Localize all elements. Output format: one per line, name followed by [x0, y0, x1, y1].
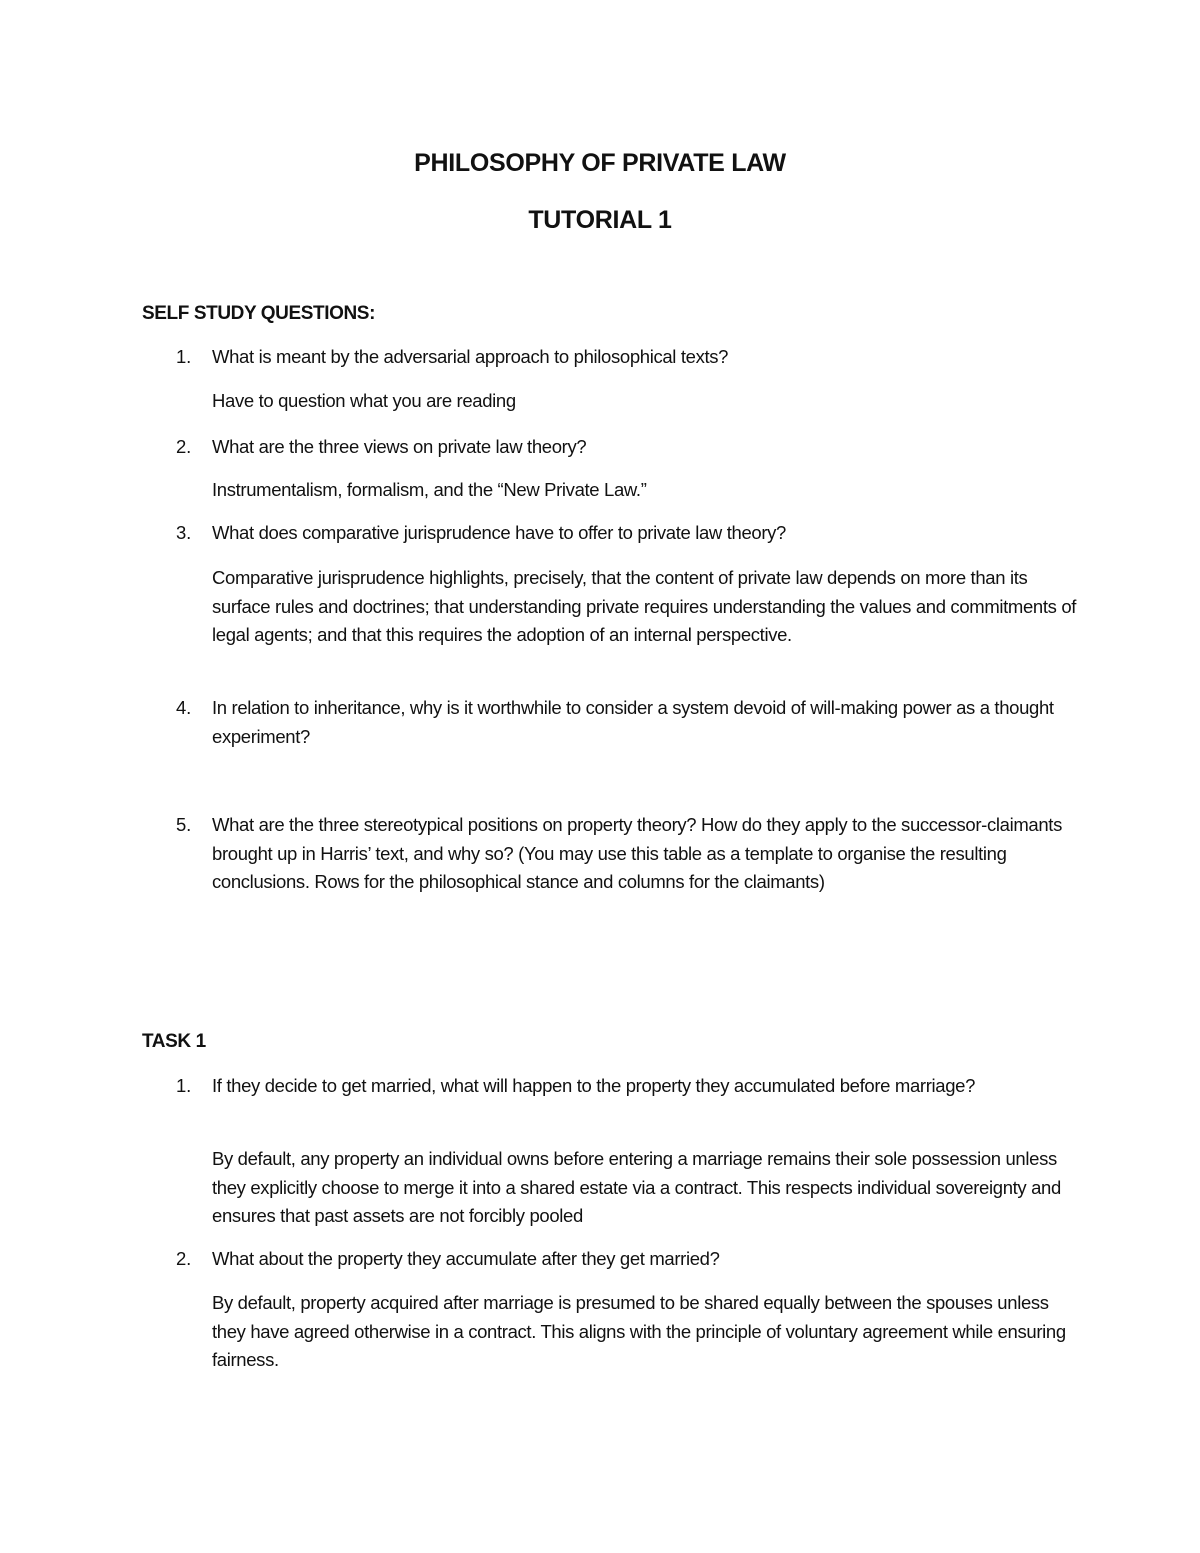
task1-heading: TASK 1: [142, 1031, 206, 1052]
question-text: What is meant by the adversarial approach to philosophical texts?: [212, 346, 729, 367]
question-text: In relation to inheritance, why is it worthwhile to consider a system devoid of will-making power as a thought experiment?: [212, 697, 1054, 747]
self-study-answer-3: Comparative jurisprudence highlights, precisely, that the content of private law depends on more than its surface rules and doctrines; that understanding private requires understanding the values and commitments of legal agents; and that this requires the adoption of an internal perspective.: [212, 567, 1077, 645]
question-number: 3.: [176, 522, 192, 543]
document-subtitle: TUTORIAL 1: [528, 206, 672, 234]
question-number: 1.: [176, 346, 192, 367]
question-number: 2.: [176, 1248, 192, 1269]
self-study-heading: SELF STUDY QUESTIONS:: [142, 303, 375, 324]
question-text: What are the three views on private law theory?: [212, 436, 587, 457]
question-number: 4.: [176, 697, 192, 718]
question-number: 5.: [176, 814, 192, 835]
question-text: What are the three stereotypical positions on property theory? How do they apply to the successor-claimants brought up in Harris’ text, and why so? (You may use this table as a template to organise the resulting conclusions. Rows for the philosophical stance and columns for the claimants): [212, 814, 1062, 892]
self-study-answer-1: Have to question what you are reading: [212, 390, 516, 411]
task1-answer-1: By default, any property an individual owns before entering a marriage remains their sole possession unless they explicitly choose to merge it into a shared estate via a contract. This respects individual sovereignty and ensures that past assets are not forcibly pooled: [212, 1148, 1061, 1226]
question-text: If they decide to get married, what will happen to the property they accumulated before marriage?: [212, 1075, 976, 1096]
question-number: 2.: [176, 436, 192, 457]
task1-answer-2: By default, property acquired after marriage is presumed to be shared equally between the spouses unless they have agreed otherwise in a contract. This aligns with the principle of voluntary agreement while ensuring fairness.: [212, 1292, 1066, 1370]
self-study-answer-2: Instrumentalism, formalism, and the “New Private Law.”: [212, 479, 647, 500]
question-number: 1.: [176, 1075, 192, 1096]
question-text: What does comparative jurisprudence have to offer to private law theory?: [212, 522, 786, 543]
document-title: PHILOSOPHY OF PRIVATE LAW: [414, 149, 786, 177]
question-text: What about the property they accumulate after they get married?: [212, 1248, 720, 1269]
